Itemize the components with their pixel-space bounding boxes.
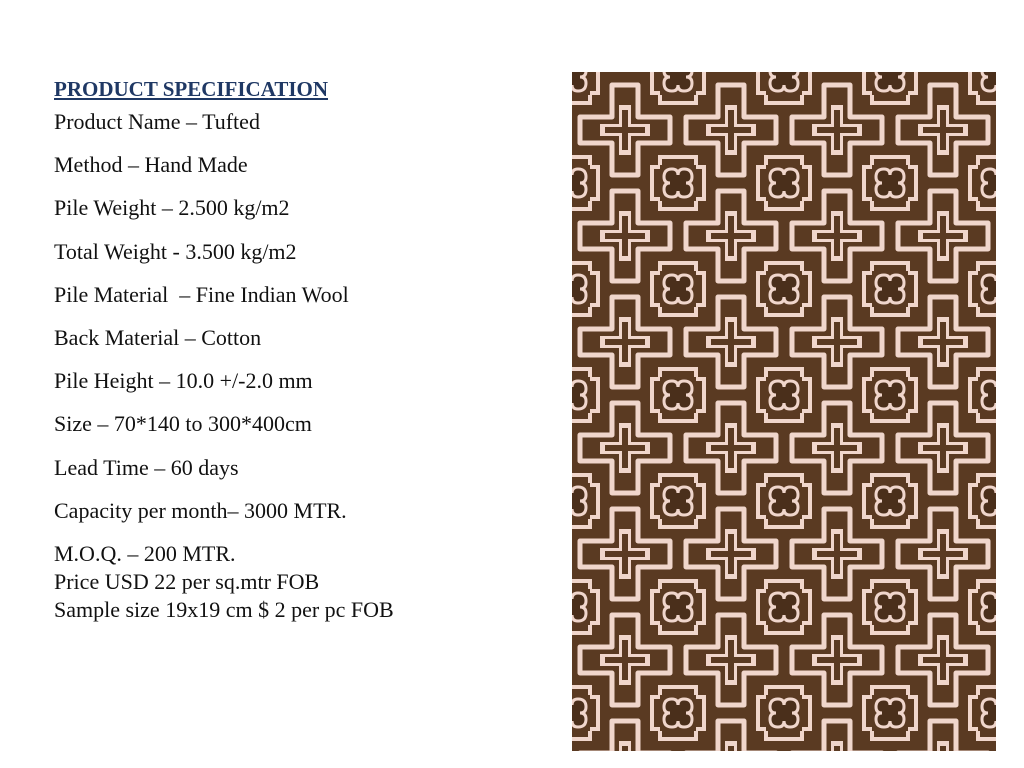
spec-method: Method – Hand Made <box>54 152 248 178</box>
product-specification <box>54 74 534 624</box>
spec-capacity: Capacity per month– 3000 MTR. <box>54 497 347 523</box>
spec-total-weight: Total Weight - 3.500 kg/m2 <box>54 238 297 264</box>
spec-back-material: Back Material – Cotton <box>54 324 262 350</box>
spec-price: Price USD 22 per sq.mtr FOB <box>54 568 320 594</box>
spec-sample-size: Sample size 19x19 cm $ 2 per pc FOB <box>54 596 394 622</box>
spec-heading: PRODUCT SPECIFICATION <box>54 77 329 101</box>
spec-size: Size – 70*140 to 300*400cm <box>54 411 312 437</box>
spec-moq: M.O.Q. – 200 MTR. <box>54 540 236 566</box>
spec-product-name: Product Name – Tufted <box>54 109 260 134</box>
spec-pile-material: Pile Material – Fine Indian Wool <box>54 281 349 307</box>
spec-lead-time: Lead Time – 60 days <box>54 454 239 480</box>
spec-pile-weight: Pile Weight – 2.500 kg/m2 <box>54 195 290 221</box>
rug-image <box>572 72 996 751</box>
spec-pile-height: Pile Height – 10.0 +/-2.0 mm <box>54 368 313 394</box>
